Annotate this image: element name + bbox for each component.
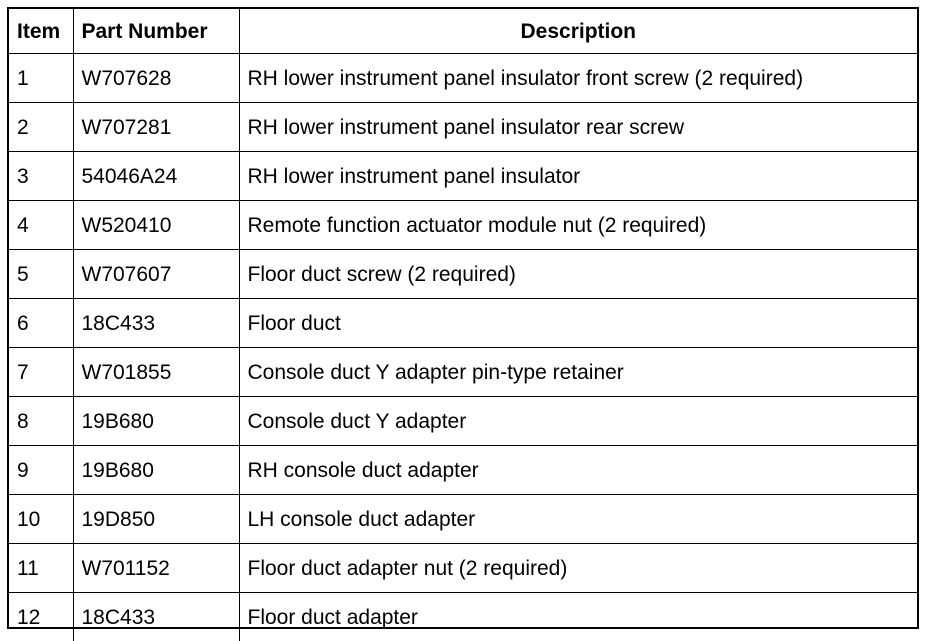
cell-description: RH lower instrument panel insulator [239, 152, 917, 201]
cell-description: Console duct Y adapter [239, 397, 917, 446]
cell-part-number: 54046A24 [73, 152, 239, 201]
cell-part-number: 19B680 [73, 446, 239, 495]
cell-part-number: W707607 [73, 250, 239, 299]
cell-item: 8 [9, 397, 73, 446]
cell-part-number: W707281 [73, 103, 239, 152]
parts-table-frame [7, 7, 919, 629]
cell-part-number: 18C433 [73, 299, 239, 348]
table-row [9, 299, 917, 348]
cell-description: Floor duct adapter nut (2 required) [239, 544, 917, 593]
table-row [9, 201, 917, 250]
table-row [9, 397, 917, 446]
cell-item: 4 [9, 201, 73, 250]
cell-part-number: W707628 [73, 54, 239, 103]
cell-item: 10 [9, 495, 73, 544]
cell-item: 9 [9, 446, 73, 495]
cell-description: RH lower instrument panel insulator rear screw [239, 103, 917, 152]
cell-description: RH lower instrument panel insulator front screw (2 required) [239, 54, 917, 103]
cell-item: 3 [9, 152, 73, 201]
cell-description: Console duct Y adapter pin-type retainer [239, 348, 917, 397]
header-row [9, 9, 917, 54]
cell-item: 2 [9, 103, 73, 152]
cell-item: 12 [9, 593, 73, 641]
table-row [9, 544, 917, 593]
cell-description: Floor duct adapter [239, 593, 917, 641]
cell-part-number: W520410 [73, 201, 239, 250]
table-row [9, 54, 917, 103]
header-item: Item [9, 9, 73, 54]
table-row [9, 495, 917, 544]
cell-item: 11 [9, 544, 73, 593]
cell-item: 5 [9, 250, 73, 299]
parts-table [9, 9, 917, 641]
table-body [9, 54, 917, 641]
cell-item: 7 [9, 348, 73, 397]
cell-description: Remote function actuator module nut (2 required) [239, 201, 917, 250]
table-row [9, 593, 917, 641]
table-row [9, 152, 917, 201]
table-row [9, 348, 917, 397]
cell-part-number: 18C433 [73, 593, 239, 641]
cell-part-number: W701152 [73, 544, 239, 593]
cell-description: Floor duct [239, 299, 917, 348]
cell-description: RH console duct adapter [239, 446, 917, 495]
header-part-number: Part Number [73, 9, 239, 54]
cell-part-number: 19D850 [73, 495, 239, 544]
cell-item: 6 [9, 299, 73, 348]
cell-description: LH console duct adapter [239, 495, 917, 544]
cell-description: Floor duct screw (2 required) [239, 250, 917, 299]
cell-part-number: 19B680 [73, 397, 239, 446]
header-description: Description [239, 9, 917, 54]
cell-item: 1 [9, 54, 73, 103]
table-row [9, 103, 917, 152]
table-row [9, 250, 917, 299]
table-row [9, 446, 917, 495]
cell-part-number: W701855 [73, 348, 239, 397]
